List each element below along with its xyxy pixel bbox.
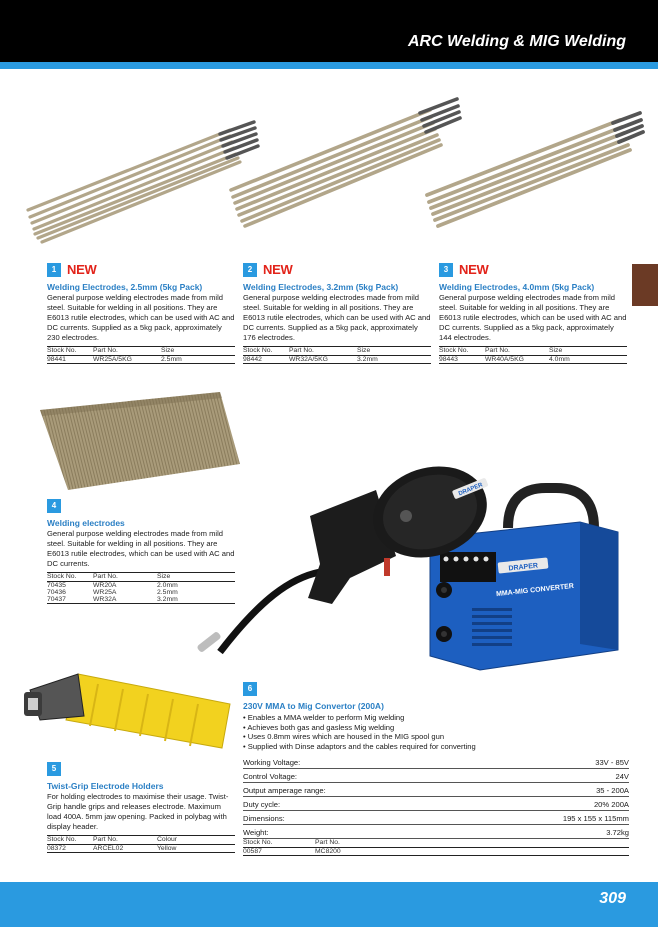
header-bar	[0, 0, 658, 62]
col-part-no: Part No.	[93, 836, 157, 845]
converter-model-text: MMA-MIG CONVERTER	[495, 582, 575, 599]
header-accent-stripe	[0, 62, 658, 69]
table-row: 70437 WR32A 3.2mm	[47, 596, 235, 604]
col-colour: Colour	[157, 836, 235, 845]
col-stock-no: Stock No.	[243, 347, 289, 356]
product-title: 230V MMA to Mig Convertor (200A)	[243, 701, 384, 711]
product-spec-table	[243, 839, 629, 856]
product-title: Twist-Grip Electrode Holders	[47, 781, 164, 791]
table-row: Weight: 3.72kg	[243, 824, 629, 838]
product-title: Welding electrodes	[47, 518, 125, 528]
table-row: Working Voltage: 33V - 85V	[243, 754, 629, 768]
new-badge: NEW	[263, 262, 293, 278]
product-number-badge: 4	[47, 499, 61, 513]
product-5	[47, 760, 235, 853]
product-spec-table	[47, 346, 235, 364]
electrodes-2.5mm-image	[20, 90, 220, 250]
product-number-badge: 3	[439, 263, 453, 277]
product-2	[243, 261, 431, 364]
product-3	[439, 261, 627, 364]
gun-brand-text: DRAPER	[457, 482, 484, 498]
col-stock-no: Stock No.	[439, 347, 485, 356]
list-item: • Uses 0.8mm wires which are housed in the MIG spool gun	[243, 732, 629, 742]
product-description: General purpose welding electrodes made from mild steel. Suitable for welding in all positions. They are E6013 rutile electrodes, which can be used with AC and DC currents. Supplied as a 5kg pack, approximately 176 electrodes.	[243, 293, 431, 342]
product-title: Welding Electrodes, 2.5mm (5kg Pack)	[47, 282, 203, 292]
list-item: • Supplied with Dinse adaptors and the cables required for converting	[243, 742, 629, 752]
product-1	[47, 261, 235, 364]
product-title: Welding Electrodes, 3.2mm (5kg Pack)	[243, 282, 399, 292]
feature-list	[243, 713, 629, 751]
table-row: 98441 WR25A/5KG 2.5mm	[47, 356, 235, 364]
product-number-badge: 6	[243, 682, 257, 696]
product-description: General purpose welding electrodes made from mild steel. Suitable for welding in all positions. They are E6013 rutile electrodes, which can be used with AC and DC currents. Supplied as a 5kg pack, approximately 230 electrodes.	[47, 293, 235, 342]
col-part-no: Part No.	[315, 839, 629, 848]
page-title: ARC Welding & MIG Welding	[407, 33, 626, 50]
product-description: General purpose welding electrodes made from mild steel. Suitable for welding in all positions. They are E6013 rutile electrodes, which can be used with AC and DC currents. Supplied as a 5kg pack, approximately 144 electrodes.	[439, 293, 627, 342]
col-stock-no: Stock No.	[47, 347, 93, 356]
table-row: 98443 WR40A/5KG 4.0mm	[439, 356, 627, 364]
col-part-no: Part No.	[93, 347, 161, 356]
product-description: For holding electrodes to maximise their usage. Twist-Grip handle grips and releases electrode. Maximum load 400A. 5mm jaw opening. Packed in polybag with display header.	[47, 792, 229, 831]
specifications-table	[243, 754, 629, 839]
col-size: Size	[161, 347, 235, 356]
product-spec-table	[439, 346, 627, 364]
col-stock-no: Stock No.	[47, 836, 93, 845]
table-row: 70436 WR25A 2.5mm	[47, 589, 178, 596]
new-badge: NEW	[459, 262, 489, 278]
product-number-badge: 5	[47, 762, 61, 776]
product-number-badge: 1	[47, 263, 61, 277]
section-side-tab	[632, 264, 658, 306]
col-part-no: Part No.	[485, 347, 549, 356]
product-description: General purpose welding electrodes made from mild steel. Suitable for welding in all positions. They are E6013 rutile electrodes, which can be used with AC and DC currents.	[47, 529, 235, 568]
table-row: 98442 WR32A/5KG 3.2mm	[243, 356, 431, 364]
col-part-no: Part No.	[289, 347, 357, 356]
col-size: Size	[357, 347, 431, 356]
list-item: • Enables a MMA welder to perform Mig welding	[243, 713, 629, 723]
col-size: Size	[157, 573, 235, 582]
product-title: Welding Electrodes, 4.0mm (5kg Pack)	[439, 282, 595, 292]
product-6	[243, 680, 629, 856]
table-row: 70435 WR20A 2.0mm	[47, 582, 178, 589]
mig-converter-image	[180, 460, 625, 680]
list-item: • Achieves both gas and gasless Mig welding	[243, 723, 629, 733]
table-row: 00587 MC8200	[243, 847, 629, 855]
product-spec-table	[47, 835, 235, 853]
converter-brand-text: DRAPER	[508, 562, 539, 573]
new-badge: NEW	[67, 262, 97, 278]
table-row: Output amperage range: 35 - 200A	[243, 782, 629, 796]
table-row: 08372 ARCEL02 Yellow	[47, 845, 235, 853]
product-number-badge: 2	[243, 263, 257, 277]
table-row: Dimensions: 195 x 155 x 115mm	[243, 810, 629, 824]
col-stock-no: Stock No.	[47, 573, 93, 582]
table-row: Duty cycle: 20% 200A	[243, 796, 629, 810]
col-size: Size	[549, 347, 627, 356]
col-stock-no: Stock No.	[243, 839, 315, 848]
table-row: Control Voltage: 24V	[243, 768, 629, 782]
page-number: 309	[599, 890, 626, 907]
electrodes-4.0mm-image	[425, 110, 625, 250]
col-part-no: Part No.	[93, 573, 157, 582]
product-spec-table	[243, 346, 431, 364]
electrodes-3.2mm-image	[225, 85, 425, 250]
footer-bar	[0, 882, 658, 927]
